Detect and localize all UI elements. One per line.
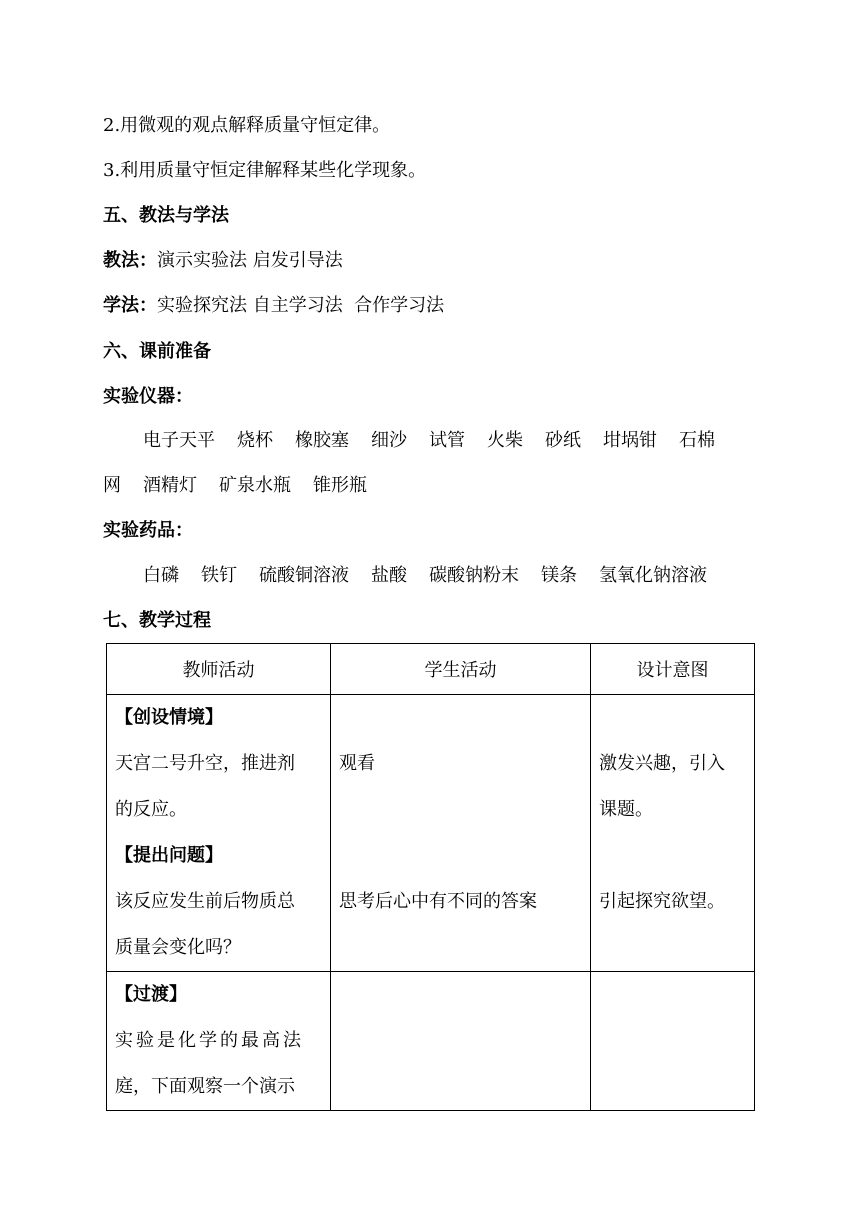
table-row xyxy=(107,695,755,972)
instrument-item: 电子天平 xyxy=(143,430,215,451)
cell-text: 的反应。 xyxy=(115,799,187,820)
cell-text: 激发兴趣，引入 xyxy=(599,753,725,774)
reagents-label: 实验药品： xyxy=(103,520,193,541)
header-student-activity: 学生活动 xyxy=(331,644,591,695)
cell-text: 观看 xyxy=(339,753,375,774)
cell-text: 该反应发生前后物质总 xyxy=(115,891,295,912)
instrument-item: 酒精灯 xyxy=(143,475,197,496)
table-row xyxy=(107,972,755,1111)
instrument-item: 矿泉水瓶 xyxy=(219,475,291,496)
cell-text: 思考后心中有不同的答案 xyxy=(339,891,537,912)
instrument-item: 橡胶塞 xyxy=(295,430,349,451)
teaching-methods: 演示实验法 启发引导法 xyxy=(157,250,343,271)
reagent-item: 白磷 xyxy=(143,565,179,586)
instrument-item: 石棉 xyxy=(679,430,715,451)
instruments-line-2 xyxy=(103,474,389,498)
learning-methods: 实验探究法 自主学习法 合作学习法 xyxy=(157,295,445,316)
instrument-item: 锥形瓶 xyxy=(313,475,367,496)
design-intent-cell xyxy=(591,972,755,1111)
cell-text: 课题。 xyxy=(599,799,653,820)
learning-label: 学法： xyxy=(103,295,157,316)
section6-heading: 六、课前准备 xyxy=(103,341,211,362)
cell-heading: 【创设情境】 xyxy=(115,707,223,728)
instrument-item: 火柴 xyxy=(487,430,523,451)
objective-3: 3.利用质量守恒定律解释某些化学现象。 xyxy=(103,160,427,181)
reagent-item: 硫酸铜溶液 xyxy=(259,565,349,586)
cell-text: 天宫二号升空，推进剂 xyxy=(115,753,295,774)
reagent-item: 铁钉 xyxy=(201,565,237,586)
cell-text: 实验是化学的最高法 xyxy=(115,1030,304,1051)
header-design-intent: 设计意图 xyxy=(591,644,755,695)
section7-heading: 七、教学过程 xyxy=(103,610,211,631)
teacher-activity-cell xyxy=(107,972,331,1111)
table-header-row xyxy=(107,644,755,695)
reagents-line xyxy=(143,564,707,588)
reagent-item: 镁条 xyxy=(541,565,577,586)
design-intent-cell xyxy=(591,695,755,972)
instrument-item: 砂纸 xyxy=(545,430,581,451)
teaching-process-table xyxy=(106,643,755,1111)
teacher-activity-cell xyxy=(107,695,331,972)
student-activity-cell xyxy=(331,695,591,972)
instruments-line-1 xyxy=(143,429,715,453)
learning-methods-line xyxy=(103,294,444,318)
instruments-label: 实验仪器： xyxy=(103,386,193,407)
instrument-item: 细沙 xyxy=(371,430,407,451)
cell-heading: 【过渡】 xyxy=(115,984,187,1005)
instrument-item: 烧杯 xyxy=(237,430,273,451)
teaching-methods-line xyxy=(103,249,343,273)
cell-text: 引起探究欲望。 xyxy=(599,891,725,912)
reagent-item: 盐酸 xyxy=(371,565,407,586)
header-teacher-activity: 教师活动 xyxy=(107,644,331,695)
reagent-item: 氢氧化钠溶液 xyxy=(599,565,707,586)
instrument-item: 网 xyxy=(103,475,121,496)
cell-heading: 【提出问题】 xyxy=(115,845,223,866)
section5-heading: 五、教法与学法 xyxy=(103,205,229,226)
cell-text: 庭，下面观察一个演示 xyxy=(115,1076,295,1097)
instrument-item: 试管 xyxy=(429,430,465,451)
student-activity-cell xyxy=(331,972,591,1111)
instrument-item: 坩埚钳 xyxy=(603,430,657,451)
cell-text: 质量会变化吗？ xyxy=(115,937,241,958)
reagent-item: 碳酸钠粉末 xyxy=(429,565,519,586)
objective-2: 2.用微观的观点解释质量守恒定律。 xyxy=(103,115,391,136)
teaching-label: 教法： xyxy=(103,250,157,271)
